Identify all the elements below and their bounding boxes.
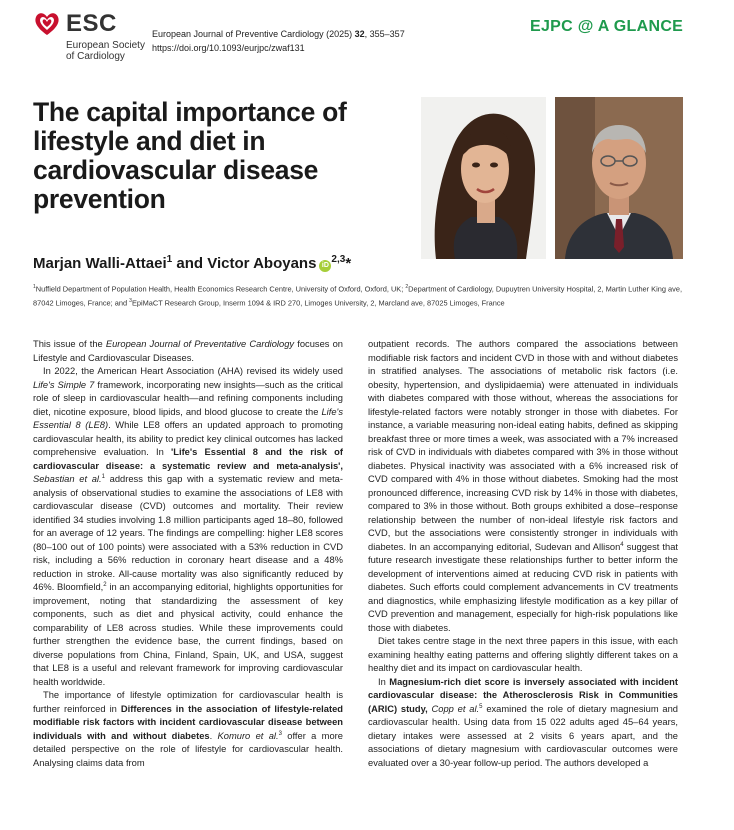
- author-2-affiliation: 2,3: [331, 254, 346, 265]
- author-line: [33, 254, 351, 272]
- paragraph: In Magnesium-rich diet score is inversely associated with incident cardiovascular disease: the Atherosclerosis Risk in Communities (ARIC) study, Copp et al.$^5$ examined the role of dietary magnesium and cardiovascular health. Using data from 15 022 adults aged 45–64 years, dietary intakes were assessed at 2 visits 6 years apart, and the associations of dietary magnesium with cardiovascular outcomes were evaluated over a 30-year follow-up period. The authors developed a: [368, 676, 679, 768]
- affiliation-2: Department of Cardiology, Dupuytren University Hospital, 2, Martin Luther King ave, 87042 Limoges, France; and: [33, 284, 682, 308]
- journal-citation: [152, 27, 405, 55]
- section-label: EJPC @ A GLANCE: [530, 18, 684, 35]
- citation-link[interactable]: 5: [479, 703, 483, 710]
- affiliation-3: EpiMaCT Research Group, Inserm 1094 & IRD 270, Limoges University, 2, Marcland ave, 87025 Limoges, France: [131, 298, 505, 308]
- journal-volume: 32: [354, 29, 365, 39]
- paragraph: The importance of lifestyle optimization for cardiovascular health is further reinforced in Differences in the association of lifestyle-related modifiable risk factors with incident cardiovascular disease between individuals with and without diabetes. Komuro et al.$^3$ offer a more detailed perspective on the role of lifestyle for cardiovascular health. Analysing claims data from: [33, 690, 343, 768]
- citation-link[interactable]: 1: [101, 473, 105, 480]
- affil-sup-3: 3: [129, 298, 132, 305]
- article-reference-title: Magnesium-rich diet score is inversely associated with incident cardiovascular disease: the Atherosclerosis Risk in Communities (ARIC) study,: [368, 676, 678, 714]
- journal-name: European Journal of Preventive Cardiology (2025): [152, 29, 353, 39]
- journal-pages: , 355–357: [364, 29, 405, 39]
- paragraph: This issue of the European Journal of Preventative Cardiology focuses on Lifestyle and Cardiovascular Diseases.: [33, 339, 343, 363]
- affil-sup-2: 2: [405, 284, 409, 290]
- author-name-2: Victor Aboyans: [207, 255, 317, 272]
- logo-text: ESC: [66, 10, 117, 37]
- article-reference-title: 'Life's Essential 8 and the risk of cardiovascular disease: a systematic review and meta-analysis',: [33, 447, 343, 471]
- author-name-1: Marjan Walli-Attaei: [33, 255, 167, 272]
- author-photo-1: [421, 97, 546, 259]
- logo-subtitle-line-2: of Cardiology: [66, 51, 125, 62]
- heart-icon: [33, 10, 61, 38]
- citation-link[interactable]: 4: [620, 541, 624, 548]
- article-title: The capital importance of lifestyle and diet in cardiovascular disease prevention: [33, 97, 347, 214]
- paragraph: outpatient records. The authors compared the associations between modifiable risk factors and incident CVD in those with and without diabetes in stratified analyses. The associations of metabolic risk factors (i.e. obesity, hypertension, and dyslipidaemia) were attenuated in individuals with diabetes compared with those without, whereas the associations for lifestyle-related factors were notably stronger in those with diabetes. For instance, a variable measuring non-ideal eating habits, defined as skipping breakfast three or more times a week, was associated with a 7% increased risk of CVD in individuals with diabetes compared with 3% in those without diabetes. Physical inactivity was associated with a 6% increased risk of CVD compared with 4% in those without diabetes. Smoking had the most pronounced difference, increasing CVD risk by 14% in those with diabetes, compared to 3% in those without. Both groups exhibited a dose–response relationship between the number of non-ideal lifestyle risk factors and CVD, but the associations were consistently stronger in individuals with diabetes. In an accompanying editorial, Sudevan and Allison$^4$ suggest that future research investigate these relationships further to better inform the development of interventions aimed at reducing CVD risk in patients with diabetes. Such efforts could complement advancements in CV treatments and diagnostics, while emphasizing lifestyle modification as a key pillar of CVD prevention and management, especially for high-risk populations like those with diabetes.: [368, 339, 678, 633]
- body-column-right: [368, 338, 678, 770]
- corresponding-mark: *: [345, 255, 352, 272]
- paragraph: Diet takes centre stage in the next three papers in this issue, with each examining healthy eating patterns and offering slightly different takes on a healthy diet and its impact on cardiovascular health.: [368, 636, 678, 673]
- orcid-icon[interactable]: iD: [319, 260, 331, 272]
- author-separator: and: [172, 255, 208, 272]
- author-photo-2: [555, 97, 683, 259]
- article-reference-title: Differences in the association of lifestyle-related modifiable risk factors with incident cardiovascular disease between individuals with and without diabetes: [33, 703, 343, 741]
- logo-subtitle-line-1: European Society: [66, 40, 145, 51]
- esc-logo: [33, 10, 153, 66]
- affil-sup-1: 1: [33, 284, 36, 290]
- citation-link[interactable]: 2: [103, 581, 107, 588]
- paragraph: In 2022, the American Heart Association (AHA) revised its widely used Life's Simple 7 framework, incorporating new insights—such as the critical role of sleep in cardiovascular health—and refining components including diet, nicotine exposure, blood lipids, and blood glucose to create the Life's Essential 8 (LE8). While LE8 offers an updated approach to promoting cardiovascular health, its ability to predict key clinical outcomes has lacked comprehensive evaluation. In 'Life's Essential 8 and the risk of cardiovascular disease: a systematic review and meta-analysis', Sebastian et al.$^1$ address this gap with a systematic review and meta-analysis of observational studies to examine the associations of LE8 with cardiovascular disease (CVD) outcomes and mortality. Their review identified 34 studies involving 1.8 million participants aged 18–80, followed for an average of 12 years. The findings are compelling: higher LE8 scores (80–100 out of 100 points) were associated with a 53% reduction in CVD risk, including a 56% reduction in coronary heart disease and a 48% reduction in stroke. All-cause mortality was also significantly reduced by 46%. Bloomfield,$^2$ in an accompanying editorial, highlights opportunities for improvement, noting that standardizing the assessment of key components, such as diet and physical activity, could enhance the comparability of LE8 across studies. While these improvements could further strengthen the evidence base, the current findings, based on diverse populations from China, Finland, Spain, UK, and USA, suggest that LE8 is a useful and relevant framework for improving cardiovascular health worldwide.: [33, 366, 344, 687]
- affiliation-1: Nuffield Department of Population Health, Health Economics Research Centre, University of Oxford, Oxford, UK;: [35, 284, 404, 294]
- body-column-left: [33, 338, 343, 770]
- author-1-affiliation: 1: [166, 254, 173, 265]
- doi-link[interactable]: https://doi.org/10.1093/eurjpc/zwaf131: [152, 43, 305, 53]
- affiliations: [33, 281, 693, 310]
- citation-link[interactable]: 3: [278, 730, 282, 737]
